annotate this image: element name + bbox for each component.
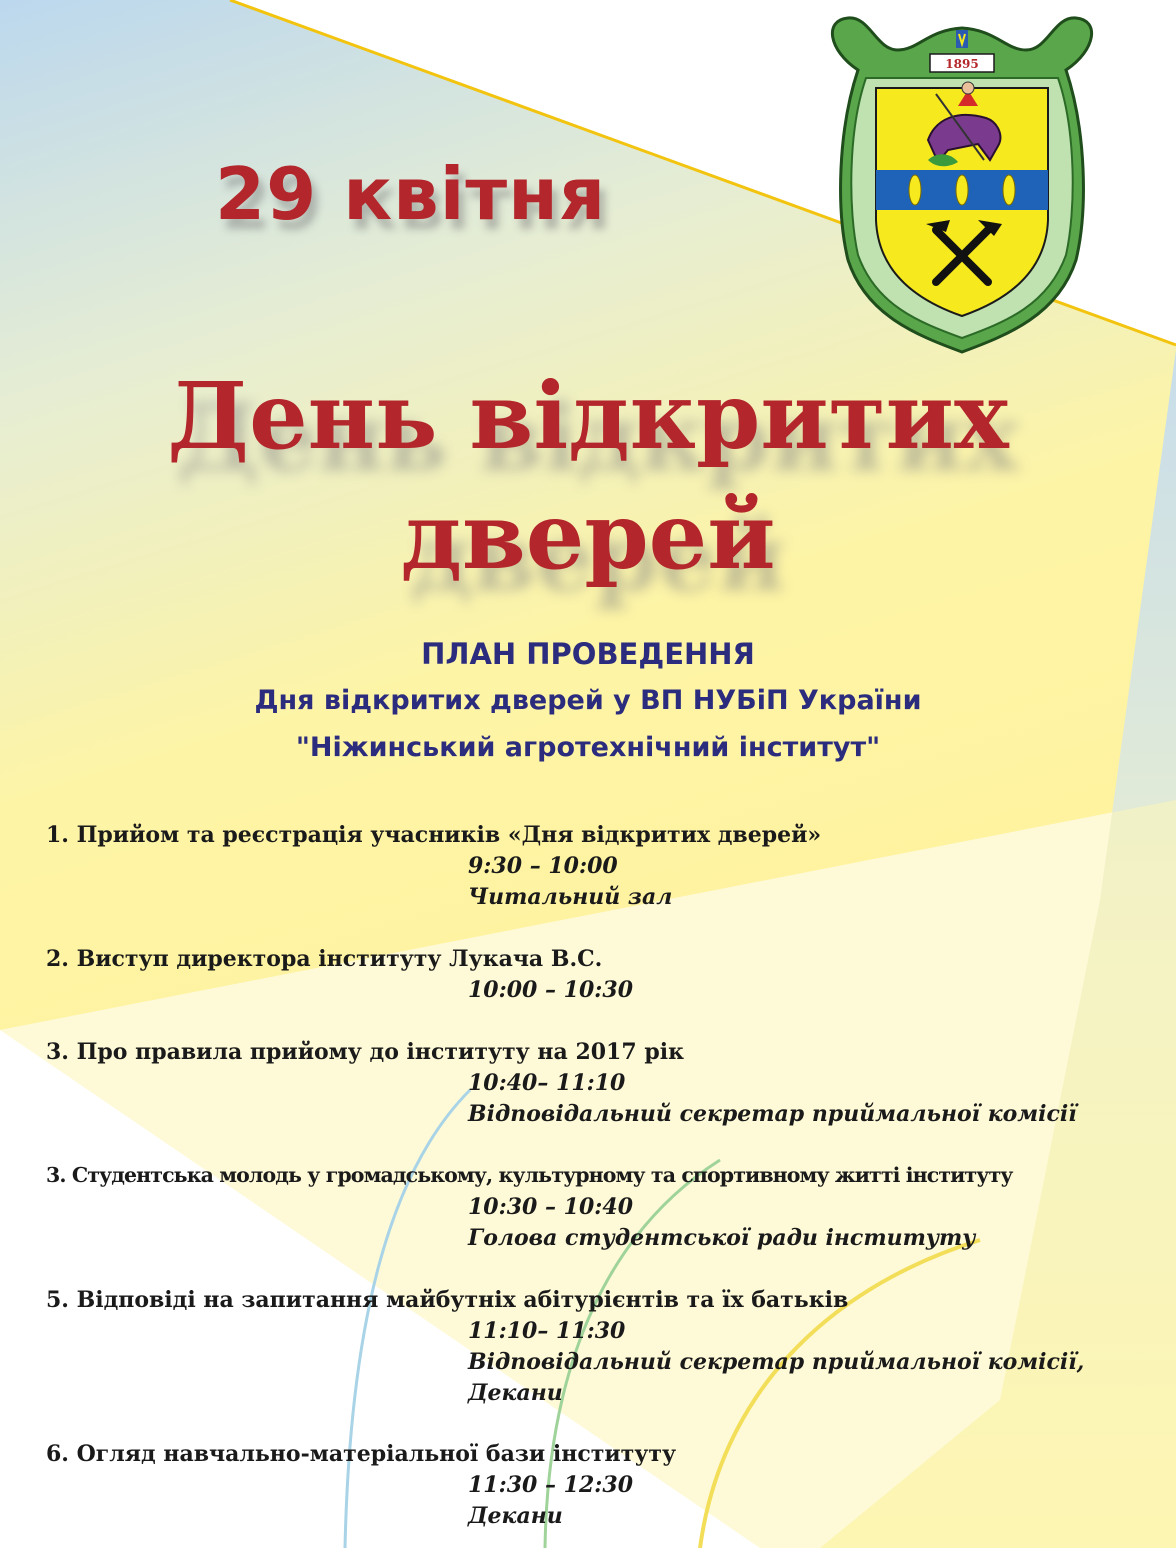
agenda-item-time: 11:30 – 12:30 [468, 1472, 634, 1498]
event-date: 29 квітня [215, 152, 607, 236]
agenda-item-time: 10:40– 11:10 [468, 1070, 626, 1096]
agenda-item-title: 2. Виступ директора інституту Лукача В.С. [46, 946, 603, 972]
headline-line-1: День відкритих [167, 362, 1009, 470]
agenda-item-place-extra: Декани [468, 1380, 563, 1406]
headline-line-2: дверей [400, 482, 776, 590]
agenda-item-title: 1. Прийом та реєстрація учасників «Дня відкритих дверей» [46, 822, 822, 848]
plan-heading-institute: "Ніжинський агротехнічний інститут" [295, 732, 881, 763]
agenda-item-place: Відповідальний секретар приймальної комісії, [468, 1349, 1085, 1375]
agenda-item-title: 3. Студентська молодь у громадському, культурному та спортивному житті інституту [46, 1163, 1013, 1187]
plan-heading-title: ПЛАН ПРОВЕДЕННЯ [421, 637, 755, 671]
agenda-item-time: 9:30 – 10:00 [468, 853, 618, 879]
agenda-item-place: Голова студентської ради інституту [468, 1225, 976, 1251]
emblem-year: 1895 [945, 57, 979, 71]
agenda-item-title: 6. Огляд навчально-матеріальної бази інституту [46, 1441, 677, 1467]
agenda-item-title: 3. Про правила прийому до інституту на 2017 рік [46, 1039, 684, 1065]
agenda-item-time: 10:00 – 10:30 [468, 977, 634, 1003]
plan-heading-subtitle: Дня відкритих дверей у ВП НУБіП України [254, 685, 922, 716]
agenda-item-place: Відповідальний секретар приймальної комісії [468, 1101, 1077, 1127]
agenda-item-title: 5. Відповіді на запитання майбутніх абітурієнтів та їх батьків [46, 1287, 849, 1313]
city-coat-of-arms-icon [818, 10, 1106, 355]
agenda-item-place: Декани [468, 1503, 563, 1529]
agenda-item-place: Читальний зал [468, 884, 673, 910]
agenda-item-time: 10:30 – 10:40 [468, 1194, 634, 1220]
agenda-item-time: 11:10– 11:30 [468, 1318, 626, 1344]
